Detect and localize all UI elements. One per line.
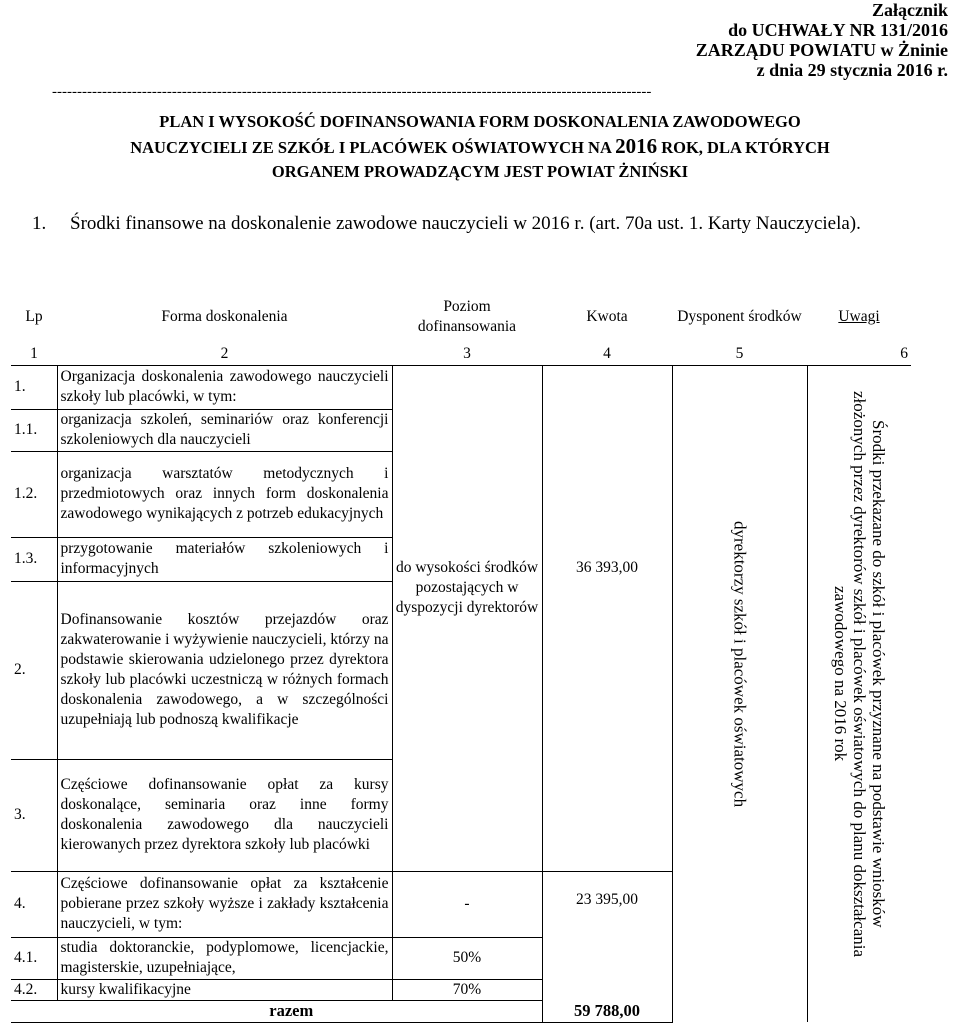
razem-value: 59 788,00 xyxy=(542,1000,672,1022)
uwagi-cell xyxy=(807,365,911,1022)
title-line-2a: NAUCZYCIELI ZE SZKÓŁ I PLACÓWEK OŚWIATOWYCH NA xyxy=(130,138,616,157)
resolution-number: do UCHWAŁY NR 131/2016 xyxy=(728,20,948,40)
row-poziom: - xyxy=(392,871,542,937)
uwagi-vertical: Środki przekazane do szkół i placówek przyznane na podstawie wniosków złożonych przez dyrektorów szkół i placówek oświatowych do planu dokształcania zawodowego na 2016 rok xyxy=(830,390,888,957)
colnum-5: 5 xyxy=(735,344,744,362)
row-forma: przygotowanie materiałów szkoleniowych i informacyjnych xyxy=(57,537,392,581)
row-forma: studia doktoranckie, podyplomowe, licencjackie, magisterskie, uzupełniające, xyxy=(57,937,392,979)
row-lp: 2. xyxy=(11,581,57,759)
poziom-group-text: do wysokości środków pozostających w dyspozycji dyrektorów xyxy=(395,559,539,616)
row-forma: Częściowe dofinansowanie opłat za kształcenie pobierane przez szkoły wyższe i zakłady kształcenia nauczycieli, w tym: xyxy=(57,871,392,937)
row-lp: 3. xyxy=(11,759,57,871)
intro-text: Środki finansowe na doskonalenie zawodowe nauczycieli w 2016 r. (art. 70a ust. 1. Karty Nauczyciela). xyxy=(70,213,861,234)
razem-label-cell xyxy=(11,1000,542,1022)
board-name: ZARZĄDU POWIATU w Żninie xyxy=(695,40,948,60)
poziom-group-cell xyxy=(392,365,542,871)
row-lp: 4. xyxy=(11,871,57,937)
resolution-date: z dnia 29 stycznia 2016 r. xyxy=(756,60,948,80)
dysponent-cell xyxy=(672,365,807,1022)
row-forma: organizacja szkoleń, seminariów oraz konferencji szkoleniowych dla nauczycieli xyxy=(57,409,392,451)
header-kwota: Kwota xyxy=(586,308,628,325)
kwota-group-1: 36 393,00 xyxy=(576,559,638,576)
kwota-group-2-cell xyxy=(542,871,672,1000)
document-title xyxy=(40,110,920,184)
title-line-2 xyxy=(40,134,920,160)
colnum-6: 6 xyxy=(900,344,908,362)
header-lp: Lp xyxy=(25,308,43,325)
colnum-4: 4 xyxy=(603,344,611,362)
colnum-1: 1 xyxy=(30,344,38,362)
title-line-1: PLAN I WYSOKOŚĆ DOFINANSOWANIA FORM DOSKONALENIA ZAWODOWEGO xyxy=(159,112,801,131)
attachment-label: Załącznik xyxy=(871,0,948,20)
kwota-group-2: 23 395,00 xyxy=(576,890,638,908)
separator-line: ------------------------------------------------------------------------------------------------------------------------ xyxy=(52,84,652,100)
intro-paragraph xyxy=(32,209,920,238)
row-poziom: 70% xyxy=(392,979,542,1000)
funding-table xyxy=(11,291,911,1023)
title-year: 2016 xyxy=(615,134,658,158)
row-lp: 4.1. xyxy=(11,937,57,979)
razem-label: razem xyxy=(269,1001,314,1020)
kwota-group-1-cell xyxy=(542,365,672,871)
header-dysponent: Dysponent środków xyxy=(677,308,802,325)
intro-number: 1. xyxy=(32,213,47,234)
row-poziom: 50% xyxy=(392,937,542,979)
row-forma: kursy kwalifikacyjne xyxy=(57,979,392,1000)
row-lp: 1.2. xyxy=(11,451,57,537)
attachment-header xyxy=(696,0,948,80)
dysponent-vertical: dyrektorzy szkół i placówek oświatowych xyxy=(730,520,750,807)
row-forma: organizacja warsztatów metodycznych i przedmiotowych oraz innych form doskonalenia zawodowego wynikających z potrzeb edukacyjnych xyxy=(57,451,392,537)
row-lp: 1.3. xyxy=(11,537,57,581)
header-uwagi: Uwagi xyxy=(838,308,880,325)
title-line-2b: ROK, DLA KTÓRYCH xyxy=(657,138,830,157)
row-lp: 1. xyxy=(11,365,57,409)
header-poziom: Poziom dofinansowania xyxy=(417,298,517,335)
row-lp: 1.1. xyxy=(11,409,57,451)
colnum-2: 2 xyxy=(220,344,229,362)
title-line-3: ORGANEM PROWADZĄCYM JEST POWIAT ŻNIŃSKI xyxy=(271,162,689,181)
row-forma: Dofinansowanie kosztów przejazdów oraz zakwaterowanie i wyżywienie nauczycieli, którzy na podstawie skierowania udzielonego przez dyrektora szkoły lub placówki uczestniczą w różnych formach doskonalenia zawodowego, a w szczególności uzupełniają lub podnoszą kwalifikacje xyxy=(57,581,392,759)
row-forma: Organizacja doskonalenia zawodowego nauczycieli szkoły lub placówki, w tym: xyxy=(57,365,392,409)
header-forma: Forma doskonalenia xyxy=(161,308,288,325)
colnum-3: 3 xyxy=(463,344,471,362)
row-forma: Częściowe dofinansowanie opłat za kursy doskonalące, seminaria oraz inne formy doskonalenia zawodowego dla nauczycieli kierowanych przez dyrektora szkoły lub placówki xyxy=(57,759,392,871)
row-lp: 4.2. xyxy=(11,979,57,1000)
